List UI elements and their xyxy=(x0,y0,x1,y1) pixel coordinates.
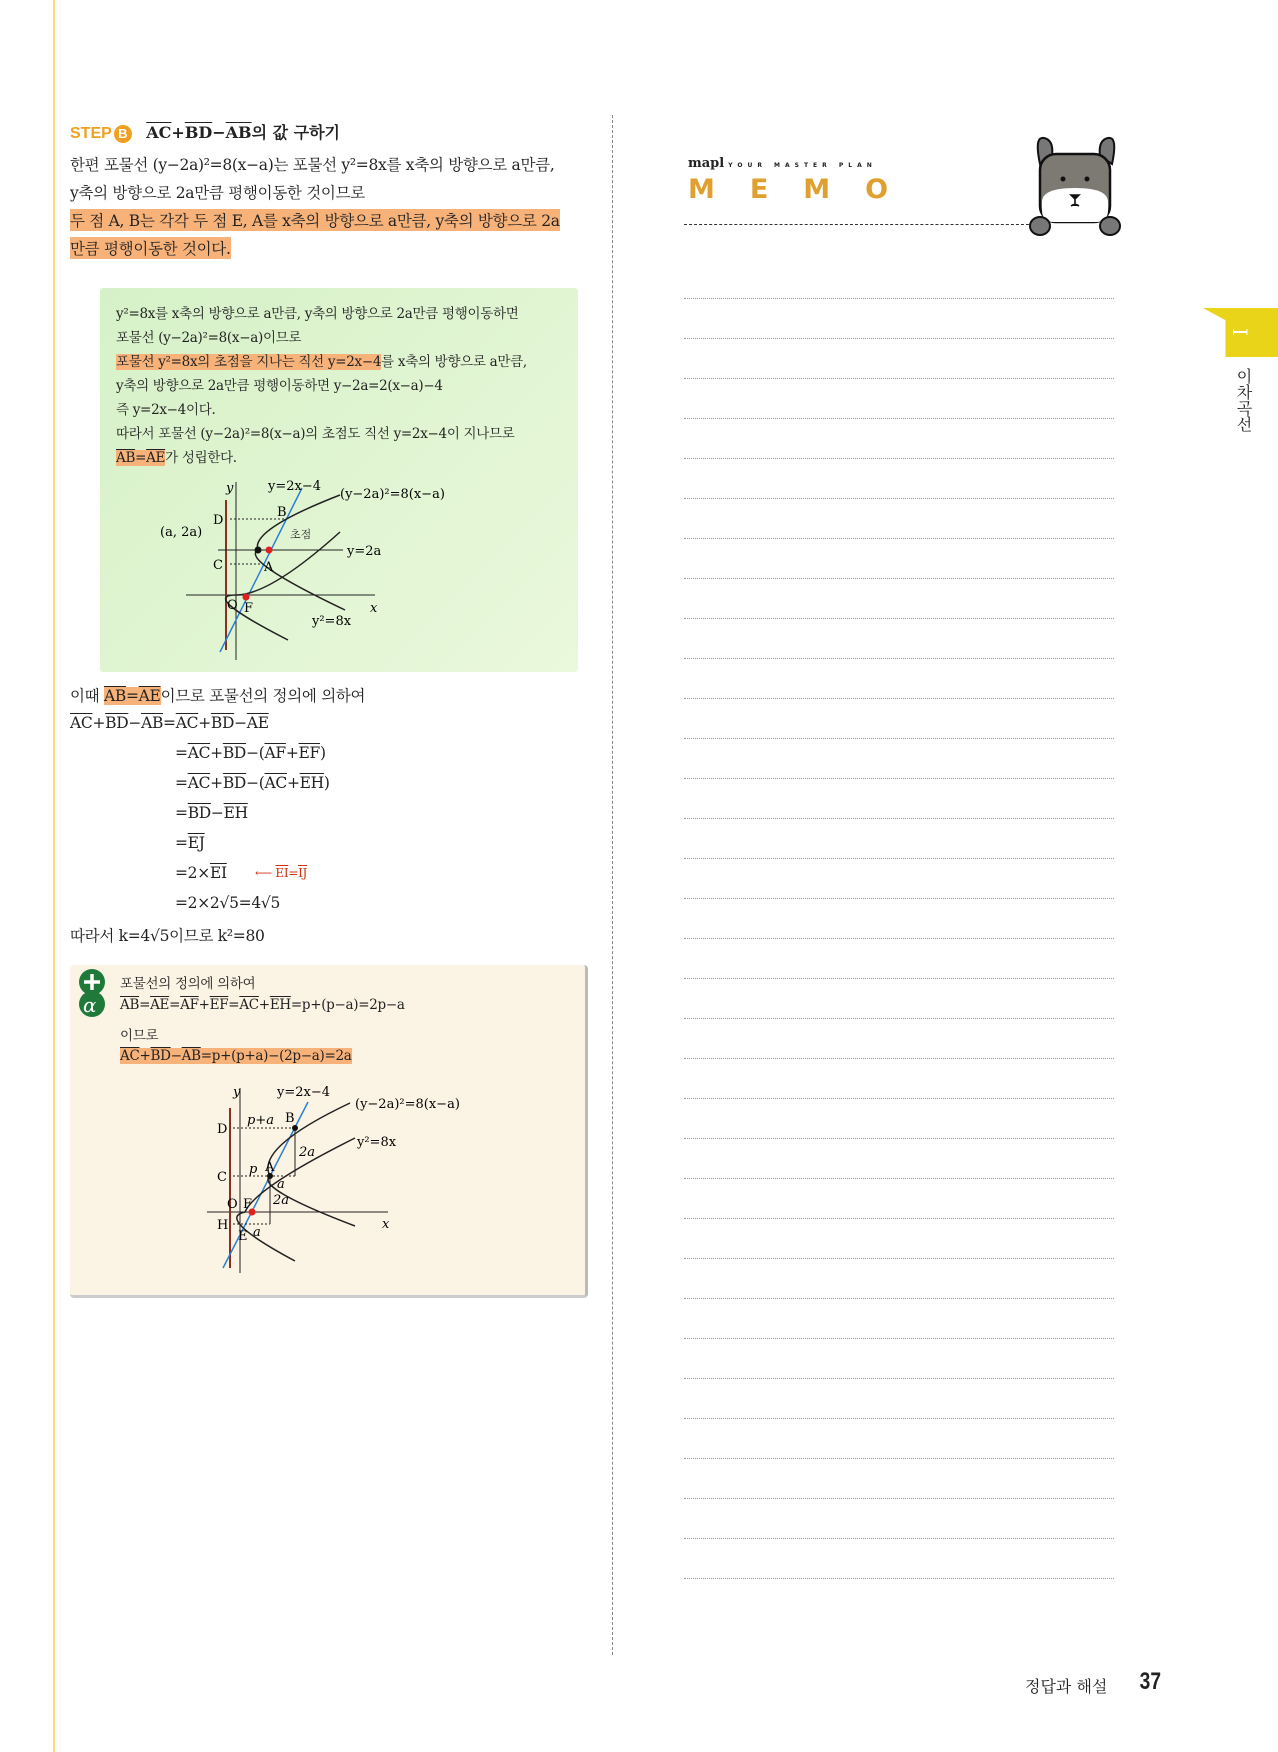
note-highlight: 포물선 y²=8x의 초점을 지나는 직선 y=2x−4 xyxy=(116,354,382,370)
svg-text:A: A xyxy=(264,560,274,575)
memo-ruled-line xyxy=(684,538,1114,539)
intro-line: y축의 방향으로 2a만큼 평행이동한 것이므로 xyxy=(70,184,365,202)
memo-ruled-line xyxy=(684,578,1114,579)
svg-text:x: x xyxy=(382,1217,390,1232)
dog-mascot-icon xyxy=(1030,134,1120,236)
memo-ruled-line xyxy=(684,818,1114,819)
memo-ruled-line xyxy=(684,978,1114,979)
memo-ruled-line xyxy=(684,1538,1114,1539)
step-heading xyxy=(70,120,340,143)
memo-ruled-line xyxy=(684,1298,1114,1299)
page-edge-bar xyxy=(53,0,55,1752)
svg-text:y: y xyxy=(226,481,234,496)
svg-text:D: D xyxy=(213,513,224,528)
memo-ruled-line xyxy=(684,458,1114,459)
note-line: 따라서 포물선 (y−2a)²=8(x−a)의 초점도 직선 y=2x−4이 지나므로 xyxy=(116,426,515,442)
note-line: 가 성립한다. xyxy=(165,450,237,466)
svg-text:초점: 초점 xyxy=(290,528,312,541)
svg-text:(y−2a)²=8(x−a): (y−2a)²=8(x−a) xyxy=(355,1097,460,1112)
memo-ruled-line xyxy=(684,1498,1114,1499)
equation-line: $\overline{AC}+\overline{BD}-\overline{AB}=\overline{AC}+\overline{BD}-\overline{AE}$ xyxy=(70,714,269,732)
memo-ruled-line xyxy=(684,418,1114,419)
svg-text:y=2x−4: y=2x−4 xyxy=(268,479,322,494)
memo-ruled-line xyxy=(684,1218,1114,1219)
svg-text:F: F xyxy=(244,601,254,616)
memo-ruled-line xyxy=(684,1338,1114,1339)
svg-text:y: y xyxy=(233,1085,241,1100)
memo-ruled-line xyxy=(684,1058,1114,1059)
focus-point-shifted xyxy=(266,547,273,554)
memo-ruled-line xyxy=(684,1458,1114,1459)
svg-text:H: H xyxy=(217,1218,229,1233)
svg-text:B: B xyxy=(277,505,287,520)
memo-ruled-line xyxy=(684,1258,1114,1259)
svg-text:F: F xyxy=(243,1197,253,1212)
svg-text:y²=8x: y²=8x xyxy=(312,614,352,629)
svg-text:α: α xyxy=(83,993,97,1017)
memo-ruled-line xyxy=(684,498,1114,499)
parabola-diagram-2 xyxy=(195,1078,495,1278)
svg-text:O: O xyxy=(227,598,238,613)
chapter-number: I xyxy=(1227,328,1252,336)
memo-title: MEMO xyxy=(688,174,924,205)
brand-logo: mapl YOUR MASTER PLAN xyxy=(688,156,877,171)
note-line: 를 x축의 방향으로 a만큼, xyxy=(381,354,527,370)
memo-header-divider xyxy=(684,224,1034,225)
plus-line: $\overline{AB}=\overline{AE}=\overline{AF}+\overline{EF}=\overline{AC}+\overline{EH}=p+(p-a)=2p-a$ xyxy=(120,997,405,1013)
memo-ruled-line xyxy=(684,1098,1114,1099)
page-number: 37 xyxy=(1139,1668,1162,1695)
svg-text:y=2a: y=2a xyxy=(347,544,382,559)
vertex-point xyxy=(255,547,262,554)
focus-point-F xyxy=(243,594,250,601)
conclusion: 따라서 k=4√5이므로 k²=80 xyxy=(70,927,265,945)
memo-ruled-line xyxy=(684,618,1114,619)
svg-text:p+a: p+a xyxy=(247,1113,274,1128)
svg-text:2a: 2a xyxy=(273,1193,290,1208)
svg-text:O: O xyxy=(227,1197,238,1212)
plus-line: 포물선의 정의에 의하여 xyxy=(120,976,256,992)
solution-lead: 이므로 포물선의 정의에 의하여 xyxy=(160,687,366,705)
memo-ruled-line xyxy=(684,378,1114,379)
svg-text:(y−2a)²=8(x−a): (y−2a)²=8(x−a) xyxy=(340,487,445,502)
equation-line: $=\overline{AC}+\overline{BD}-(\overline{AF}+\overline{EF})$ xyxy=(175,744,326,762)
note-highlight: $\overline{AB}=\overline{AE}$ xyxy=(116,450,166,466)
equation-line: $=\overline{EJ}$ xyxy=(175,834,205,852)
step-label: STEP xyxy=(70,125,112,142)
note-line: y²=8x를 x축의 방향으로 a만큼, y축의 방향으로 2a만큼 평행이동하면 xyxy=(116,306,519,322)
svg-text:a: a xyxy=(253,1225,261,1240)
intro-line-highlight: 두 점 A, B는 각각 두 점 E, A를 x축의 방향으로 a만큼, y축의 방향으로 2a xyxy=(70,209,560,231)
svg-text:(a, 2a): (a, 2a) xyxy=(160,525,203,540)
memo-ruled-line xyxy=(684,858,1114,859)
memo-ruled-line xyxy=(684,778,1114,779)
note-line: y축의 방향으로 2a만큼 평행이동하면 y−2a=2(x−a)−4 xyxy=(116,378,443,394)
memo-ruled-line xyxy=(684,1378,1114,1379)
solution-highlight: $\overline{AB}=\overline{AE}$ xyxy=(103,687,161,705)
memo-ruled-line xyxy=(684,938,1114,939)
line-y-2x-4 xyxy=(220,488,302,652)
svg-text:x: x xyxy=(370,601,378,616)
memo-ruled-line xyxy=(684,338,1114,339)
memo-ruled-line xyxy=(684,738,1114,739)
plus-line: 이므로 xyxy=(120,1028,159,1044)
parabola-y2-8x xyxy=(237,1138,355,1261)
chapter-label: 이차곡선 xyxy=(1234,368,1253,432)
memo-ruled-line xyxy=(684,298,1114,299)
note-line: 즉 y=2x−4이다. xyxy=(116,402,216,418)
svg-text:B: B xyxy=(285,1111,295,1126)
svg-text:a: a xyxy=(277,1177,285,1192)
footer-label: 정답과 해설 xyxy=(1025,1677,1108,1696)
svg-text:p: p xyxy=(249,1162,258,1177)
annotation-text: $\overline{EI}=\overline{IJ}$ xyxy=(275,866,308,880)
solution-lead: 이때 xyxy=(70,687,104,705)
step-title: $\overline{AC}+\overline{BD}-\overline{AB}$의 값 구하기 xyxy=(146,123,340,142)
intro-line-highlight: 만큼 평행이동한 것이다. xyxy=(70,237,231,259)
svg-text:E: E xyxy=(238,1229,248,1244)
memo-ruled-line xyxy=(684,698,1114,699)
memo-ruled-line xyxy=(684,1418,1114,1419)
equation-line: $=2\times\overline{EI}$ xyxy=(175,864,227,882)
memo-ruled-line xyxy=(684,1578,1114,1579)
svg-text:y²=8x: y²=8x xyxy=(357,1135,397,1150)
svg-text:C: C xyxy=(213,558,223,573)
svg-text:2a: 2a xyxy=(299,1145,316,1160)
annotation xyxy=(255,866,307,880)
step-badge: B xyxy=(114,125,132,143)
svg-text:D: D xyxy=(217,1122,228,1137)
note-line: 포물선 (y−2a)²=8(x−a)이므로 xyxy=(116,330,302,346)
column-divider xyxy=(612,115,613,1655)
svg-text:A: A xyxy=(265,1160,275,1175)
plus-alpha-icon xyxy=(74,968,110,1018)
plus-highlight: $\overline{AC}+\overline{BD}-\overline{AB}=p+(p+a)-(2p-a)=2a$ xyxy=(120,1048,352,1064)
equation-line: =2×2√5=4√5 xyxy=(175,894,281,912)
arrow-left-icon: ⟵ xyxy=(255,866,276,880)
memo-ruled-line xyxy=(684,1138,1114,1139)
memo-ruled-line xyxy=(684,898,1114,899)
svg-text:C: C xyxy=(217,1170,227,1185)
memo-ruled-line xyxy=(684,658,1114,659)
parabola-diagram-1 xyxy=(140,470,445,660)
svg-text:y=2x−4: y=2x−4 xyxy=(277,1085,331,1100)
equation-line: $=\overline{BD}-\overline{EH}$ xyxy=(175,804,248,822)
memo-ruled-line xyxy=(684,1178,1114,1179)
intro-line: 한편 포물선 (y−2a)²=8(x−a)는 포물선 y²=8x를 x축의 방향으로 a만큼, xyxy=(70,156,555,174)
memo-ruled-line xyxy=(684,1018,1114,1019)
equation-line: $=\overline{AC}+\overline{BD}-(\overline{AC}+\overline{EH})$ xyxy=(175,774,330,792)
